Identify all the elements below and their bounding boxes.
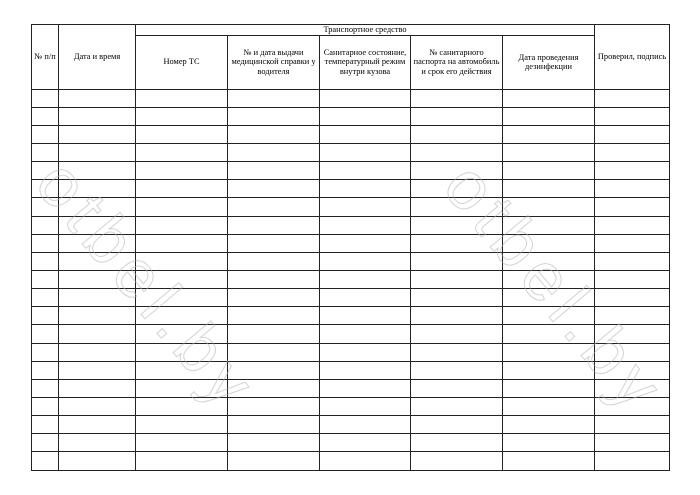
table-cell[interactable] [411,271,503,289]
table-cell[interactable] [228,379,320,397]
table-cell[interactable] [411,361,503,379]
table-cell[interactable] [32,271,59,289]
table-row [32,125,670,143]
table-cell[interactable] [136,307,228,325]
table-cell[interactable] [228,144,320,162]
table-row [32,325,670,343]
table-cell[interactable] [320,289,411,307]
table-cell[interactable] [59,216,136,234]
table-row [32,180,670,198]
table-cell[interactable] [320,107,411,125]
table-cell[interactable] [228,452,320,470]
table-cell[interactable] [136,289,228,307]
table-cell[interactable] [320,379,411,397]
table-cell[interactable] [32,89,59,107]
table-cell[interactable] [503,216,595,234]
table-cell[interactable] [59,379,136,397]
table-row [32,216,670,234]
table-cell[interactable] [595,162,670,180]
table-row [32,144,670,162]
table-row [32,89,670,107]
table-cell[interactable] [228,252,320,270]
table-cell[interactable] [320,397,411,415]
table-cell[interactable] [503,452,595,470]
table-cell[interactable] [228,325,320,343]
table-cell[interactable] [503,162,595,180]
table-cell[interactable] [411,325,503,343]
table-cell[interactable] [595,307,670,325]
table-cell[interactable] [32,125,59,143]
table-cell[interactable] [320,216,411,234]
header-sanitary-passport: № санитарного паспорта на автомобиль и срок его действия [411,35,503,89]
table-row [32,162,670,180]
table-row [32,343,670,361]
table-cell[interactable] [595,216,670,234]
table-cell[interactable] [59,180,136,198]
table-cell[interactable] [136,271,228,289]
header-vehicle-number: Номер ТС [136,35,228,89]
table-cell[interactable] [503,397,595,415]
table-cell[interactable] [228,416,320,434]
table-cell[interactable] [32,198,59,216]
table-cell[interactable] [228,397,320,415]
table-row [32,198,670,216]
table-cell[interactable] [503,180,595,198]
table-cell[interactable] [32,144,59,162]
table-cell[interactable] [59,325,136,343]
header-datetime: Дата и время [59,25,136,90]
table-row [32,252,670,270]
table-cell[interactable] [411,180,503,198]
table-cell[interactable] [228,361,320,379]
table-cell[interactable] [411,416,503,434]
table-cell[interactable] [228,343,320,361]
header-row-top [32,25,670,36]
table-cell[interactable] [59,162,136,180]
table-cell[interactable] [595,397,670,415]
table-cell[interactable] [228,289,320,307]
table-cell[interactable] [59,125,136,143]
table-cell[interactable] [136,234,228,252]
table-cell[interactable] [503,416,595,434]
table-cell[interactable] [503,89,595,107]
table-cell[interactable] [595,271,670,289]
table-cell[interactable] [136,361,228,379]
table-cell[interactable] [595,434,670,452]
table-cell[interactable] [503,325,595,343]
table-cell[interactable] [136,397,228,415]
vehicle-log-table [31,24,670,471]
table-cell[interactable] [411,252,503,270]
table-cell[interactable] [503,379,595,397]
table-cell[interactable] [32,416,59,434]
table-cell[interactable] [136,325,228,343]
table-row [32,452,670,470]
table-row [32,397,670,415]
table-cell[interactable] [136,162,228,180]
table-cell[interactable] [411,343,503,361]
table-cell[interactable] [320,180,411,198]
table-cell[interactable] [136,125,228,143]
table-cell[interactable] [228,216,320,234]
table-body [32,89,670,470]
table-cell[interactable] [503,198,595,216]
table-cell[interactable] [228,125,320,143]
table-cell[interactable] [411,107,503,125]
table-cell[interactable] [320,144,411,162]
table-cell[interactable] [228,89,320,107]
table-cell[interactable] [59,343,136,361]
table-cell[interactable] [503,252,595,270]
table-cell[interactable] [228,234,320,252]
table-cell[interactable] [228,107,320,125]
table-cell[interactable] [411,452,503,470]
table-cell[interactable] [411,379,503,397]
table-cell[interactable] [411,125,503,143]
table-cell[interactable] [32,180,59,198]
table-cell[interactable] [228,180,320,198]
table-cell[interactable] [32,252,59,270]
table-cell[interactable] [59,307,136,325]
table-cell[interactable] [136,107,228,125]
header-med-certificate: № и дата выдачи медицинской справки у водителя [228,35,320,89]
table-cell[interactable] [320,89,411,107]
table-cell[interactable] [503,271,595,289]
table-cell[interactable] [503,434,595,452]
table-cell[interactable] [595,198,670,216]
table-cell[interactable] [228,434,320,452]
table-cell[interactable] [320,234,411,252]
table-cell[interactable] [32,397,59,415]
table-cell[interactable] [59,289,136,307]
table-cell[interactable] [320,452,411,470]
table-cell[interactable] [411,397,503,415]
table-cell[interactable] [32,307,59,325]
table-cell[interactable] [595,379,670,397]
table-cell[interactable] [595,234,670,252]
table-cell[interactable] [32,216,59,234]
table-cell[interactable] [59,144,136,162]
table-cell[interactable] [228,198,320,216]
table-cell[interactable] [59,198,136,216]
table-cell[interactable] [136,434,228,452]
table-row [32,434,670,452]
table-row [32,361,670,379]
table-cell[interactable] [228,162,320,180]
table-cell[interactable] [595,107,670,125]
table-cell[interactable] [59,434,136,452]
table-cell[interactable] [32,325,59,343]
table-cell[interactable] [136,343,228,361]
table-cell[interactable] [411,307,503,325]
table-row [32,416,670,434]
table-cell[interactable] [32,234,59,252]
table-cell[interactable] [59,452,136,470]
table-cell[interactable] [136,252,228,270]
table-cell[interactable] [136,452,228,470]
header-checked-signature: Проверил, подпись [595,25,670,90]
table-cell[interactable] [59,271,136,289]
table-cell[interactable] [32,289,59,307]
table-cell[interactable] [32,379,59,397]
table-cell[interactable] [32,162,59,180]
table-cell[interactable] [136,144,228,162]
table-cell[interactable] [320,325,411,343]
table-cell[interactable] [595,416,670,434]
table-cell[interactable] [411,234,503,252]
table-row [32,289,670,307]
table-cell[interactable] [320,252,411,270]
table-cell[interactable] [411,216,503,234]
table-cell[interactable] [595,252,670,270]
table-cell[interactable] [595,343,670,361]
table-cell[interactable] [595,89,670,107]
table-cell[interactable] [595,144,670,162]
table-cell[interactable] [32,452,59,470]
table-cell[interactable] [59,234,136,252]
table-cell[interactable] [320,162,411,180]
table-cell[interactable] [32,361,59,379]
table-cell[interactable] [411,162,503,180]
table-cell[interactable] [228,271,320,289]
table-cell[interactable] [320,125,411,143]
table-cell[interactable] [320,343,411,361]
table-cell[interactable] [595,361,670,379]
table-cell[interactable] [136,180,228,198]
table-cell[interactable] [595,452,670,470]
watermark-left: otbel.by [21,145,274,426]
table-cell[interactable] [503,125,595,143]
table-row [32,307,670,325]
table-cell[interactable] [59,416,136,434]
table-cell[interactable] [411,144,503,162]
table-cell[interactable] [32,343,59,361]
table-cell[interactable] [136,379,228,397]
table-cell[interactable] [320,434,411,452]
table-cell[interactable] [595,325,670,343]
table-cell[interactable] [320,361,411,379]
table-cell[interactable] [136,416,228,434]
table-cell[interactable] [228,307,320,325]
table-cell[interactable] [595,289,670,307]
table-cell[interactable] [59,361,136,379]
table-cell[interactable] [32,107,59,125]
table-cell[interactable] [320,198,411,216]
table-cell[interactable] [320,271,411,289]
table-cell[interactable] [59,89,136,107]
table-cell[interactable] [136,198,228,216]
table-row [32,107,670,125]
table-cell[interactable] [595,180,670,198]
table-row [32,234,670,252]
table-cell[interactable] [503,107,595,125]
table-cell[interactable] [136,89,228,107]
table-cell[interactable] [411,289,503,307]
table-cell[interactable] [503,343,595,361]
table-cell[interactable] [503,144,595,162]
watermark-right: otbel.by [429,148,682,429]
table-cell[interactable] [503,234,595,252]
table-cell[interactable] [136,216,228,234]
table-cell[interactable] [320,416,411,434]
table-cell[interactable] [59,107,136,125]
table-cell[interactable] [411,89,503,107]
table-cell[interactable] [595,125,670,143]
header-sanitary-state: Санитарное состояние, температурный режим внутри кузова [320,35,411,89]
table-cell[interactable] [411,198,503,216]
table-row [32,271,670,289]
table-row [32,379,670,397]
table-cell[interactable] [503,307,595,325]
table-cell[interactable] [32,434,59,452]
header-vehicle-group: Транспортное средство [136,25,595,36]
table-cell[interactable] [411,434,503,452]
table-cell[interactable] [320,307,411,325]
table-cell[interactable] [503,289,595,307]
table-cell[interactable] [59,252,136,270]
header-disinfection-date: Дата проведения дезинфекции [503,35,595,89]
header-number: № п/п [32,25,59,90]
table-cell[interactable] [503,361,595,379]
table-cell[interactable] [59,397,136,415]
